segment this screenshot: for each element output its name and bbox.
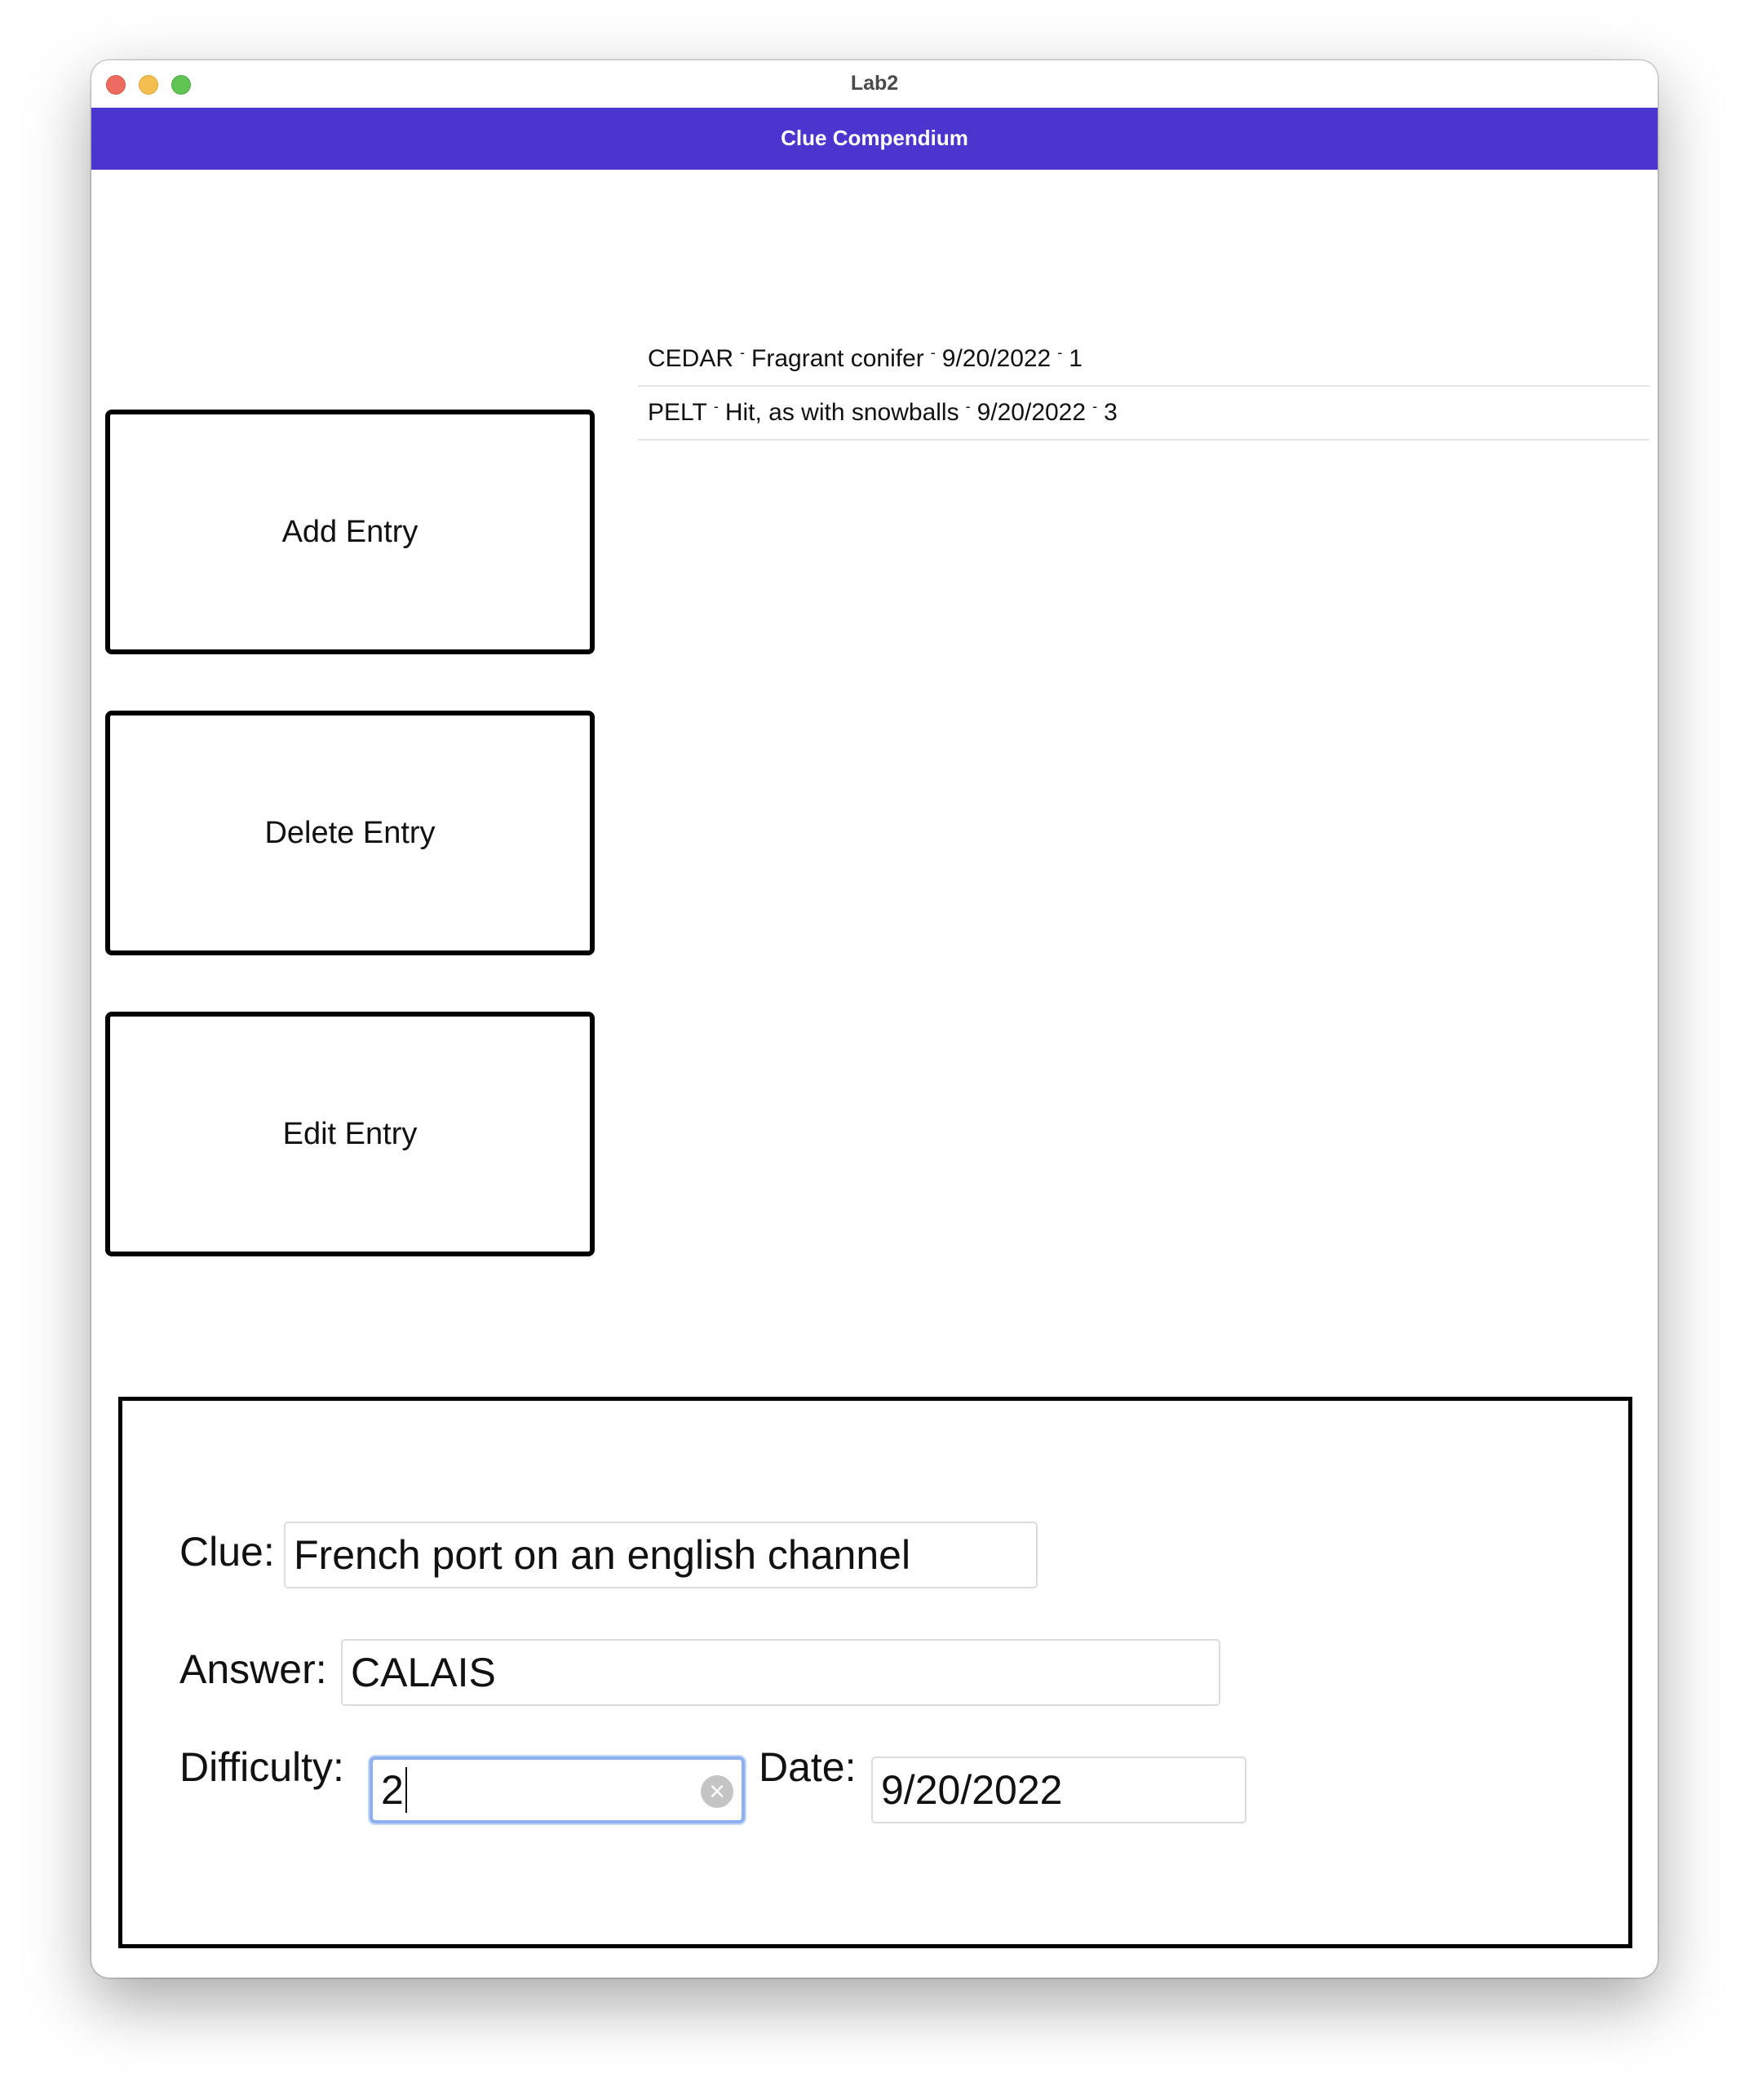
clue-input[interactable] [284, 1522, 1038, 1588]
entry-separator: - [1057, 343, 1063, 361]
entry-date: 9/20/2022 [941, 345, 1052, 372]
text-caret [405, 1767, 407, 1813]
entry-separator: - [930, 343, 936, 361]
difficulty-label: Difficulty: [179, 1744, 344, 1790]
entry-answer: PELT [648, 399, 707, 426]
entry-separator: - [965, 397, 971, 414]
clue-label: Clue: [179, 1529, 275, 1575]
answer-input-value: CALAIS [351, 1650, 496, 1695]
answer-input[interactable] [341, 1639, 1220, 1706]
difficulty-input-value: 2 [381, 1767, 404, 1813]
entry-form [118, 1397, 1632, 1948]
clear-icon[interactable]: × [701, 1775, 733, 1808]
entry-separator: - [740, 343, 746, 361]
answer-label: Answer: [179, 1646, 327, 1692]
entry-separator: - [713, 397, 719, 414]
entry-answer: CEDAR [648, 345, 734, 372]
date-input-value: 9/20/2022 [881, 1767, 1063, 1813]
entry-clue: Fragrant conifer [751, 345, 924, 372]
window-title: Lab2 [850, 72, 899, 95]
page-title: Clue Compendium [781, 126, 968, 150]
add-entry-button[interactable]: Add Entry [105, 410, 595, 654]
clue-input-value: French port on an english channel [294, 1532, 911, 1578]
entry-list [638, 333, 1649, 441]
entry-difficulty: 1 [1069, 345, 1083, 372]
list-item[interactable] [638, 387, 1649, 441]
entry-clue: Hit, as with snowballs [724, 399, 959, 426]
main-content [91, 170, 1658, 1978]
delete-entry-button[interactable]: Delete Entry [105, 711, 595, 955]
app-window [91, 60, 1658, 1978]
difficulty-input[interactable] [370, 1757, 745, 1823]
entry-difficulty: 3 [1104, 399, 1118, 426]
app-header [91, 108, 1658, 170]
entry-date: 9/20/2022 [976, 399, 1087, 426]
entry-separator: - [1092, 397, 1098, 414]
edit-entry-button[interactable]: Edit Entry [105, 1012, 595, 1256]
date-input[interactable] [871, 1757, 1246, 1823]
list-item[interactable] [638, 333, 1649, 387]
title-bar[interactable] [91, 60, 1658, 108]
date-label: Date: [759, 1744, 857, 1790]
